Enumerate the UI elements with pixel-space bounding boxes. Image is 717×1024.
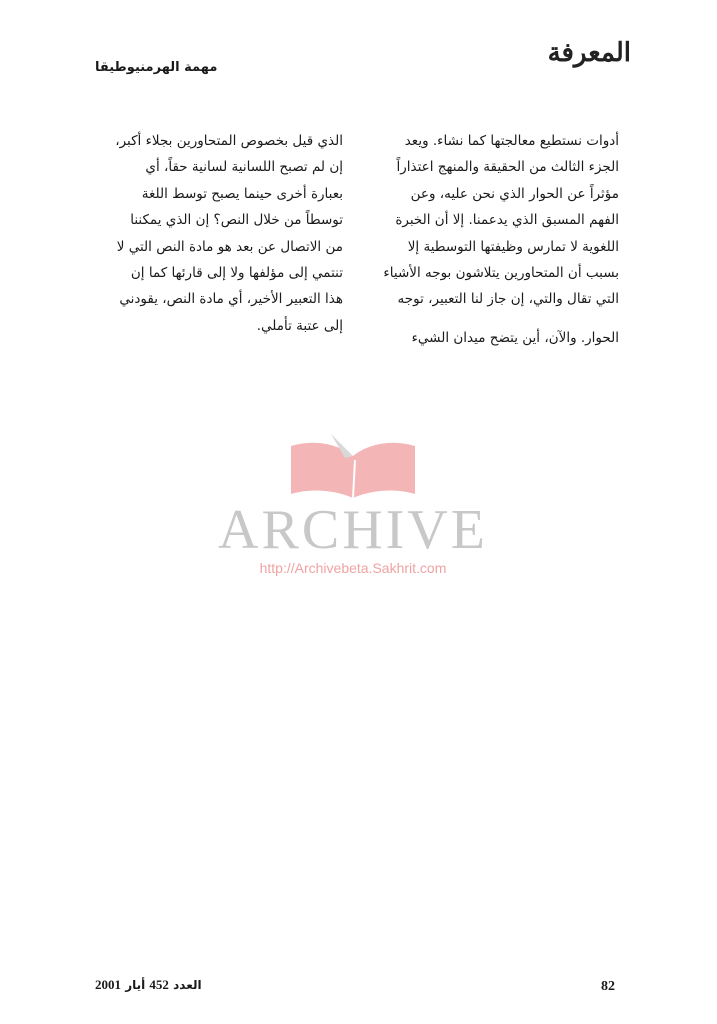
text-line: الفهم المسبق الذي يدعمنا. إلا أن الخبرة <box>395 212 619 229</box>
open-book-icon <box>283 432 423 498</box>
text-column-left <box>95 128 343 339</box>
archive-watermark <box>208 432 498 592</box>
text-line: أدوات نستطيع معالجتها كما نشاء. ويعد <box>404 133 619 149</box>
issue-info <box>95 977 202 993</box>
text-line: الذي قيل بخصوص المتحاورين بجلاء أكبر، <box>115 133 343 149</box>
text-line: التي تقال والتي، إن جاز لنا التعبير، توجه <box>397 291 619 308</box>
running-title: مهمة الهرمنيوطيقا <box>95 60 218 75</box>
issue-year: 2001 <box>95 977 121 992</box>
text-line: إلى عتبة تأملي. <box>256 317 343 334</box>
text-line: اللغوية لا تمارس وظيفتها التوسطية إلا <box>407 238 619 255</box>
text-line: بعبارة أخرى حينما يصبح توسط اللغة <box>141 185 343 202</box>
text-line: مؤثراً عن الحوار الذي نحن عليه، وعن <box>410 185 619 202</box>
text-line: من الاتصال عن بعد هو مادة النص التي لا <box>116 238 343 255</box>
text-line: تنتمي إلى مؤلفها ولا إلى قارئها كما إن <box>130 265 343 282</box>
issue-label: العدد <box>173 978 202 992</box>
watermark-word: ARCHIVE <box>218 499 488 561</box>
text-line: بسبب أن المتحاورين يتلاشون بوجه الأشياء <box>383 265 619 282</box>
issue-month: أيار <box>125 978 146 992</box>
text-line: الجزء الثالث من الحقيقة والمنهج اعتذاراً <box>396 159 619 176</box>
watermark-url: http://Archivebeta.Sakhrit.com <box>259 560 447 576</box>
page-number: 82 <box>601 979 615 994</box>
journal-logo: المعرفة <box>547 38 631 68</box>
issue-number: 452 <box>149 977 169 992</box>
text-line: الحوار. والآن، أين يتضح ميدان الشيء <box>411 329 619 346</box>
text-column-right <box>364 128 619 351</box>
text-line: توسطاً من خلال النص؟ إن الذي يمكننا <box>130 212 343 229</box>
text-line: إن لم تصبح اللسانية لسانية حقاً، أي <box>145 159 343 176</box>
text-line: هذا التعبير الأخير، أي مادة النص، يقودني <box>119 291 343 308</box>
